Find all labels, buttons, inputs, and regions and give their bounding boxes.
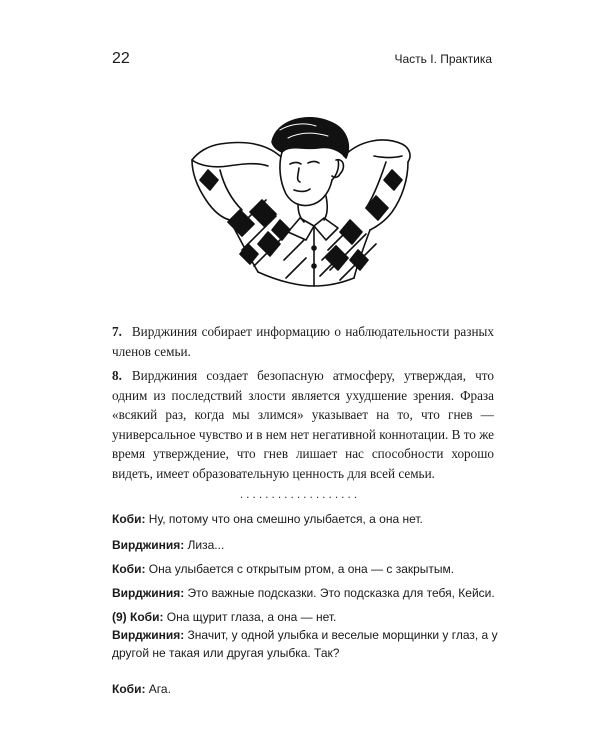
speaker-name: Коби: — [112, 562, 146, 576]
dialog-line — [112, 681, 504, 699]
dialog-line — [112, 609, 504, 627]
line-prefix: (9) — [112, 610, 130, 624]
speaker-name: Вирджиния: — [112, 628, 185, 642]
dialog-line — [112, 537, 504, 555]
section-separator: ................... — [239, 487, 361, 501]
line-text: Значит, у одной улыбка и веселые морщинки у глаз, а у другой не такая или другая улыбка. Так? — [112, 628, 498, 660]
page-number: 22 — [112, 50, 130, 67]
line-text: Это важные подсказки. Это подсказка для тебя, Кейси. — [184, 586, 495, 600]
running-head: Часть I. Практика — [394, 52, 492, 66]
speaker-name: Коби: — [112, 682, 146, 696]
dialog-line — [112, 585, 504, 603]
line-text: Ну, потому что она смешно улыбается, а она нет. — [145, 512, 423, 526]
line-text: Она улыбается с открытым ртом, а она — с закрытым. — [145, 562, 455, 576]
commentary-text: Вирджиния собирает информацию о наблюдательности разных членов семьи. — [112, 324, 494, 359]
line-text: Ага. — [145, 682, 171, 696]
line-text: Лиза... — [184, 538, 225, 552]
illustration-man-hands-behind-head — [180, 100, 420, 300]
dialog-line — [112, 561, 504, 579]
commentary-number: 8. — [112, 368, 122, 383]
dialog-line — [112, 627, 504, 662]
speaker-name: Вирджиния: — [112, 586, 185, 600]
commentary-text: Вирджиния создает безопасную атмосферу, утверждая, что одним из последствий злости является ухудшение зрения. Фраза «всякий раз, когда мы злимся» указывает на то, что гнев — универсальное чувство и в нем нет негативной коннотации. В то же время утверждение, что гнев лишает нас способности хорошо видеть, имеет образовательную ценность для всей семьи. — [112, 368, 494, 481]
line-text: Она щурит глаза, а она — нет. — [163, 610, 337, 624]
speaker-name: Вирджиния: — [112, 538, 185, 552]
commentary-number: 7. — [112, 324, 122, 339]
commentary-item-8 — [112, 366, 494, 483]
commentary-item-7 — [112, 322, 494, 361]
dialog-line — [112, 511, 504, 529]
speaker-name: Коби: — [130, 610, 164, 624]
speaker-name: Коби: — [112, 512, 146, 526]
